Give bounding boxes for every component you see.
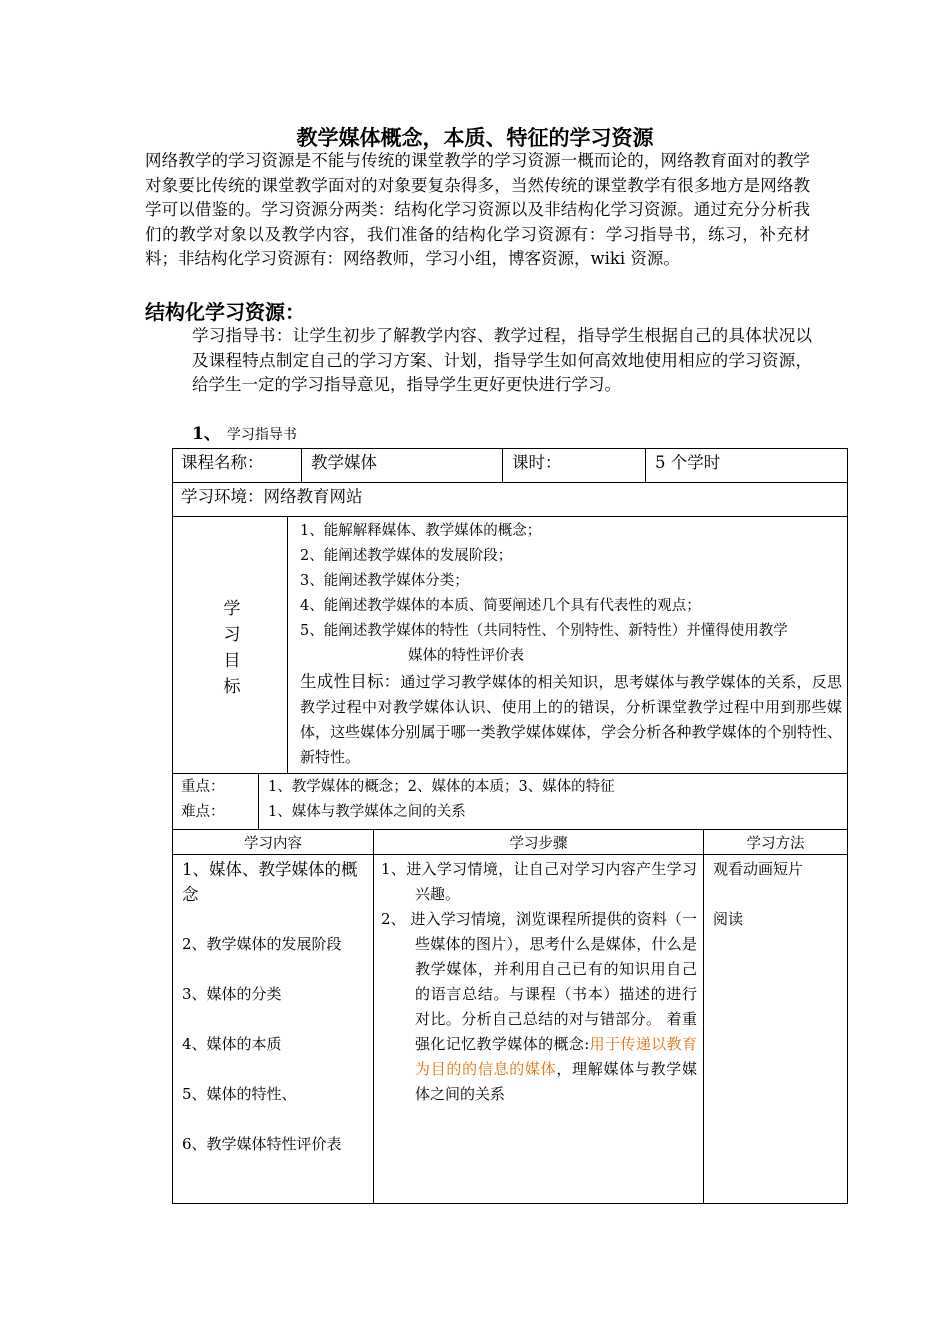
- objective-item: 1、能解解释媒体、教学媒体的概念；: [300, 523, 542, 539]
- header-steps: 学习步骤: [509, 836, 568, 852]
- objective-item: 2、能阐述教学媒体的发展阶段；: [300, 548, 513, 564]
- objectives-list: [300, 519, 842, 770]
- objective-item: 5、能阐述教学媒体的特性（共同特性、个别特性、新特性）并懂得使用教学: [300, 623, 788, 639]
- learning-environment: 学习环境：网络教育网站: [181, 487, 363, 506]
- difficulty-value: 1、媒体与教学媒体之间的关系: [268, 804, 466, 820]
- content-item: 3、媒体的分类: [182, 985, 282, 1003]
- objectives-label: 学 习 目 标: [223, 599, 241, 697]
- generative-text: 通过学习教学媒体的相关知识，思考媒体与教学媒体的关系，反思教学过程中对教学媒体认识、使用上的的错误，分析课堂教学过程中用到那些媒体，这些媒体分别属于哪一类教学媒体媒体，学会分析各种教学媒体的个别特性、新特性。: [300, 673, 843, 766]
- content-column: [182, 857, 368, 1157]
- subheading: [192, 424, 297, 445]
- steps-column: [381, 857, 697, 1107]
- intro-paragraph: 网络教学的学习资源是不能与传统的课堂教学的学习资源一概而论的，网络教育面对的教学对象要比传统的课堂教学面对的对象要复杂得多，当然传统的课堂教学有很多地方是网络教学可以借鉴的。学习资源分两类：结构化学习资源以及非结构化学习资源。通过充分分析我们的教学对象以及教学内容，我们准备的结构化学习资源有：学习指导书，练习，补充材料；非结构化学习资源有：网络教师，学习小组，博客资源，wiki 资源。: [145, 151, 810, 268]
- section-heading: 结构化学习资源：: [145, 300, 305, 324]
- key-label: 重点：: [181, 779, 225, 795]
- key-value: 1、教学媒体的概念；2、媒体的本质；3、媒体的特征: [268, 779, 615, 795]
- header-content: 学习内容: [244, 836, 302, 852]
- subheading-number: 1、: [192, 424, 221, 444]
- content-item: 念: [182, 885, 199, 904]
- generative-lead: 生成性目标：: [300, 672, 401, 691]
- content-item: 5、媒体的特性、: [182, 1085, 297, 1103]
- media-definition: 用于传递以教育为目的的信息的媒体: [415, 1035, 697, 1078]
- objective-item: 媒体的特性评价表: [408, 648, 524, 664]
- content-item: 1、媒体、教学媒体的概: [182, 860, 358, 879]
- methods-column: [713, 857, 803, 932]
- content-item: 4、媒体的本质: [182, 1035, 282, 1053]
- step-item: 1、进入学习情境，让自己对学习内容产生学习兴趣。: [381, 860, 697, 903]
- course-name-value: 教学媒体: [311, 453, 377, 472]
- method-item: 观看动画短片: [713, 860, 804, 878]
- hours-label: 课时：: [512, 453, 562, 472]
- subheading-text: 学习指导书: [226, 427, 297, 443]
- content-item: 2、教学媒体的发展阶段: [182, 935, 342, 953]
- objective-item: 3、能阐述教学媒体分类；: [300, 573, 469, 589]
- method-item: 阅读: [713, 910, 744, 928]
- objective-item: 4、能阐述教学媒体的本质、简要阐述几个具有代表性的观点；: [300, 598, 701, 614]
- content-item: 6、教学媒体特性评价表: [182, 1135, 342, 1153]
- hours-value: 5 个学时: [655, 453, 721, 472]
- course-name-label: 课程名称：: [181, 453, 264, 472]
- difficulty-label: 难点：: [181, 804, 225, 820]
- generative-objective: [300, 669, 842, 770]
- guide-paragraph: 学习指导书：让学生初步了解教学内容、教学过程，指导学生根据自己的具体状况以及课程特点制定自己的学习方案、计划，指导学生如何高效地使用相应的学习资源，给学生一定的学习指导意见，指导学生更好更快进行学习。: [192, 326, 812, 394]
- step-item: 2、 进入学习情境，浏览课程所提供的资料（一些媒体的图片），思考什么是媒体，什么是教学媒体，并利用自己已有的知识用自己的语言总结。与课程（书本）描述的进行对比。分析自己总结的对与错部分。 着重强化记忆教学媒体的概念:用于传递以教育为目的的信息的媒体，理解媒体与教学媒体之间的关系: [381, 910, 697, 1103]
- page-title: 教学媒体概念，本质、特征的学习资源: [296, 125, 654, 150]
- header-methods: 学习方法: [746, 836, 805, 852]
